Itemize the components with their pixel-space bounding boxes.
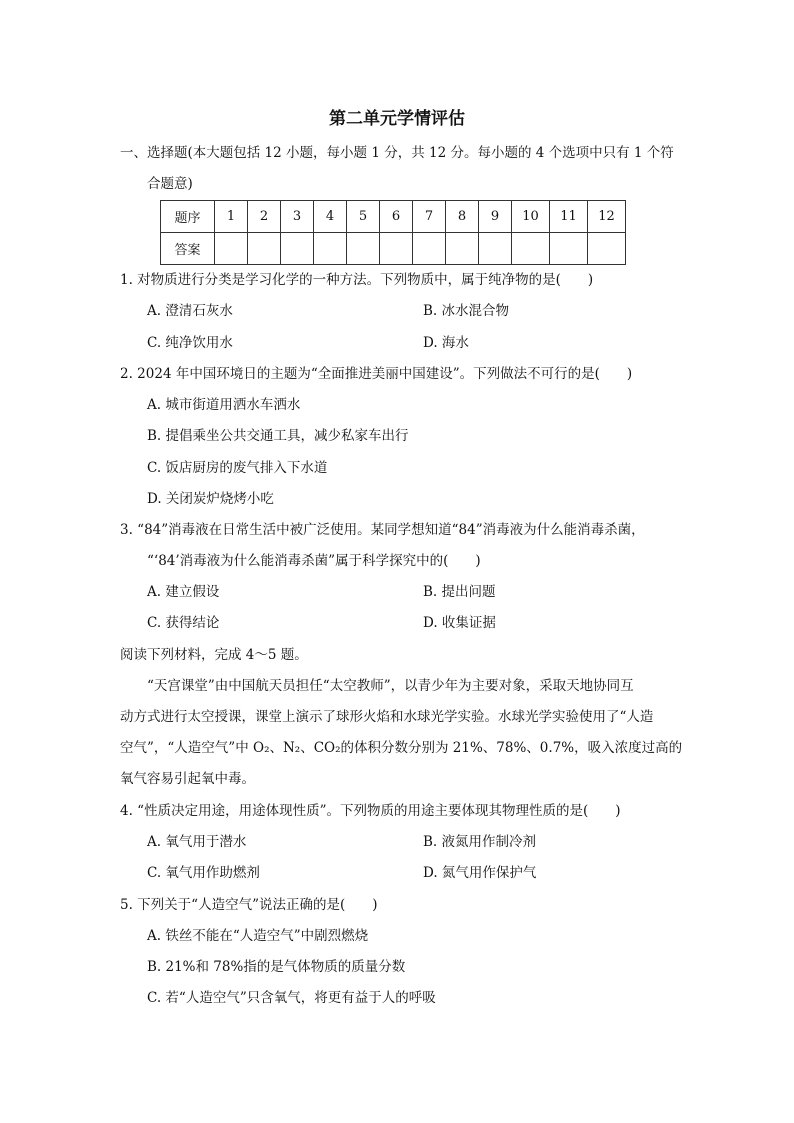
reading-intro: 阅读下列材料，完成 4～5 题。 xyxy=(120,647,308,663)
answer-cell[interactable] xyxy=(215,233,248,265)
reading-paragraph-line: 动方式进行太空授课，课堂上演示了球形火焰和水球光学实验。水球光学实验使用了“人造 xyxy=(120,709,654,725)
answer-cell[interactable] xyxy=(588,233,626,265)
q2-option-c: C. 饭店厨房的废气排入下水道 xyxy=(147,460,328,476)
reading-paragraph-line: 氧气容易引起氧中毒。 xyxy=(120,771,255,787)
q2-option-a: A. 城市街道用洒水车洒水 xyxy=(147,397,301,413)
q3-option-c: C. 获得结论 xyxy=(147,615,220,631)
q5-option-b: B. 21%和 78%指的是气体物质的质量分数 xyxy=(147,959,406,975)
answer-cell[interactable] xyxy=(248,233,281,265)
answer-cell[interactable] xyxy=(446,233,479,265)
answer-cell[interactable] xyxy=(413,233,446,265)
table-cell-number: 3 xyxy=(281,201,314,233)
q1-option-a: A. 澄清石灰水 xyxy=(147,303,233,319)
answer-cell[interactable] xyxy=(512,233,550,265)
table-cell-number: 6 xyxy=(380,201,413,233)
answer-cell[interactable] xyxy=(479,233,512,265)
q2-option-d: D. 关闭炭炉烧烤小吃 xyxy=(147,491,274,507)
q2-option-b: B. 提倡乘坐公共交通工具，减少私家车出行 xyxy=(147,428,409,444)
section-heading: 一、选择题(本大题包括 12 小题，每小题 1 分，共 12 分。每小题的 4 个选项中只有 1 个符 xyxy=(120,145,674,161)
q1-stem: 1. 对物质进行分类是学习化学的一种方法。下列物质中，属于纯净物的是( ) xyxy=(120,272,594,288)
q1-option-b: B. 冰水混合物 xyxy=(423,303,510,319)
q3-option-d: D. 收集证据 xyxy=(423,615,496,631)
q4-option-c: C. 氧气用作助燃剂 xyxy=(147,865,260,881)
table-cell-number: 9 xyxy=(479,201,512,233)
q4-option-d: D. 氮气用作保护气 xyxy=(423,865,537,881)
table-cell-number: 10 xyxy=(512,201,550,233)
q5-option-c: C. 若“人造空气”只含氧气，将更有益于人的呼吸 xyxy=(147,990,436,1006)
q4-stem: 4. “性质决定用途，用途体现性质”。下列物质的用途主要体现其物理性质的是( ) xyxy=(120,803,621,819)
page-title: 第二单元学情评估 xyxy=(329,109,465,129)
answer-table-number-row xyxy=(161,201,626,233)
table-cell-number: 11 xyxy=(550,201,588,233)
answer-table xyxy=(160,200,626,265)
q3-option-b: B. 提出问题 xyxy=(423,584,496,600)
answer-cell[interactable] xyxy=(347,233,380,265)
table-cell-number: 5 xyxy=(347,201,380,233)
q5-option-a: A. 铁丝不能在“人造空气”中剧烈燃烧 xyxy=(147,928,369,944)
reading-paragraph-line: 空气”，“人造空气”中 O₂、N₂、CO₂的体积分数分别为 21%、78%、0.7%，吸入浓度过高的 xyxy=(120,740,683,756)
reading-paragraph-line: “天宫课堂”由中国航天员担任“太空教师”，以青少年为主要对象，采取天地协同互 xyxy=(147,678,634,694)
table-cell-number: 8 xyxy=(446,201,479,233)
q2-stem: 2. 2024 年中国环境日的主题为“全面推进美丽中国建设”。下列做法不可行的是( ) xyxy=(120,366,633,382)
q5-stem: 5. 下列关于“人造空气”说法正确的是( ) xyxy=(120,897,378,913)
table-cell-number: 12 xyxy=(588,201,626,233)
table-cell-number: 2 xyxy=(248,201,281,233)
section-heading-cont: 合题意) xyxy=(147,176,193,192)
q1-option-d: D. 海水 xyxy=(423,335,469,351)
table-label-number: 题序 xyxy=(161,201,215,233)
q3-stem-cont: “‘84’消毒液为什么能消毒杀菌”属于科学探究中的( ) xyxy=(147,553,481,569)
q3-option-a: A. 建立假设 xyxy=(147,584,220,600)
table-cell-number: 7 xyxy=(413,201,446,233)
q4-option-a: A. 氧气用于潜水 xyxy=(147,834,247,850)
answer-cell[interactable] xyxy=(314,233,347,265)
answer-cell[interactable] xyxy=(550,233,588,265)
table-cell-number: 1 xyxy=(215,201,248,233)
answer-cell[interactable] xyxy=(281,233,314,265)
q4-option-b: B. 液氮用作制冷剂 xyxy=(423,834,537,850)
table-label-answer: 答案 xyxy=(161,233,215,265)
answer-table-answer-row xyxy=(161,233,626,265)
q3-stem: 3. “84”消毒液在日常生活中被广泛使用。某同学想知道“84”消毒液为什么能消毒杀菌， xyxy=(120,522,645,538)
q1-option-c: C. 纯净饮用水 xyxy=(147,335,233,351)
table-cell-number: 4 xyxy=(314,201,347,233)
answer-cell[interactable] xyxy=(380,233,413,265)
